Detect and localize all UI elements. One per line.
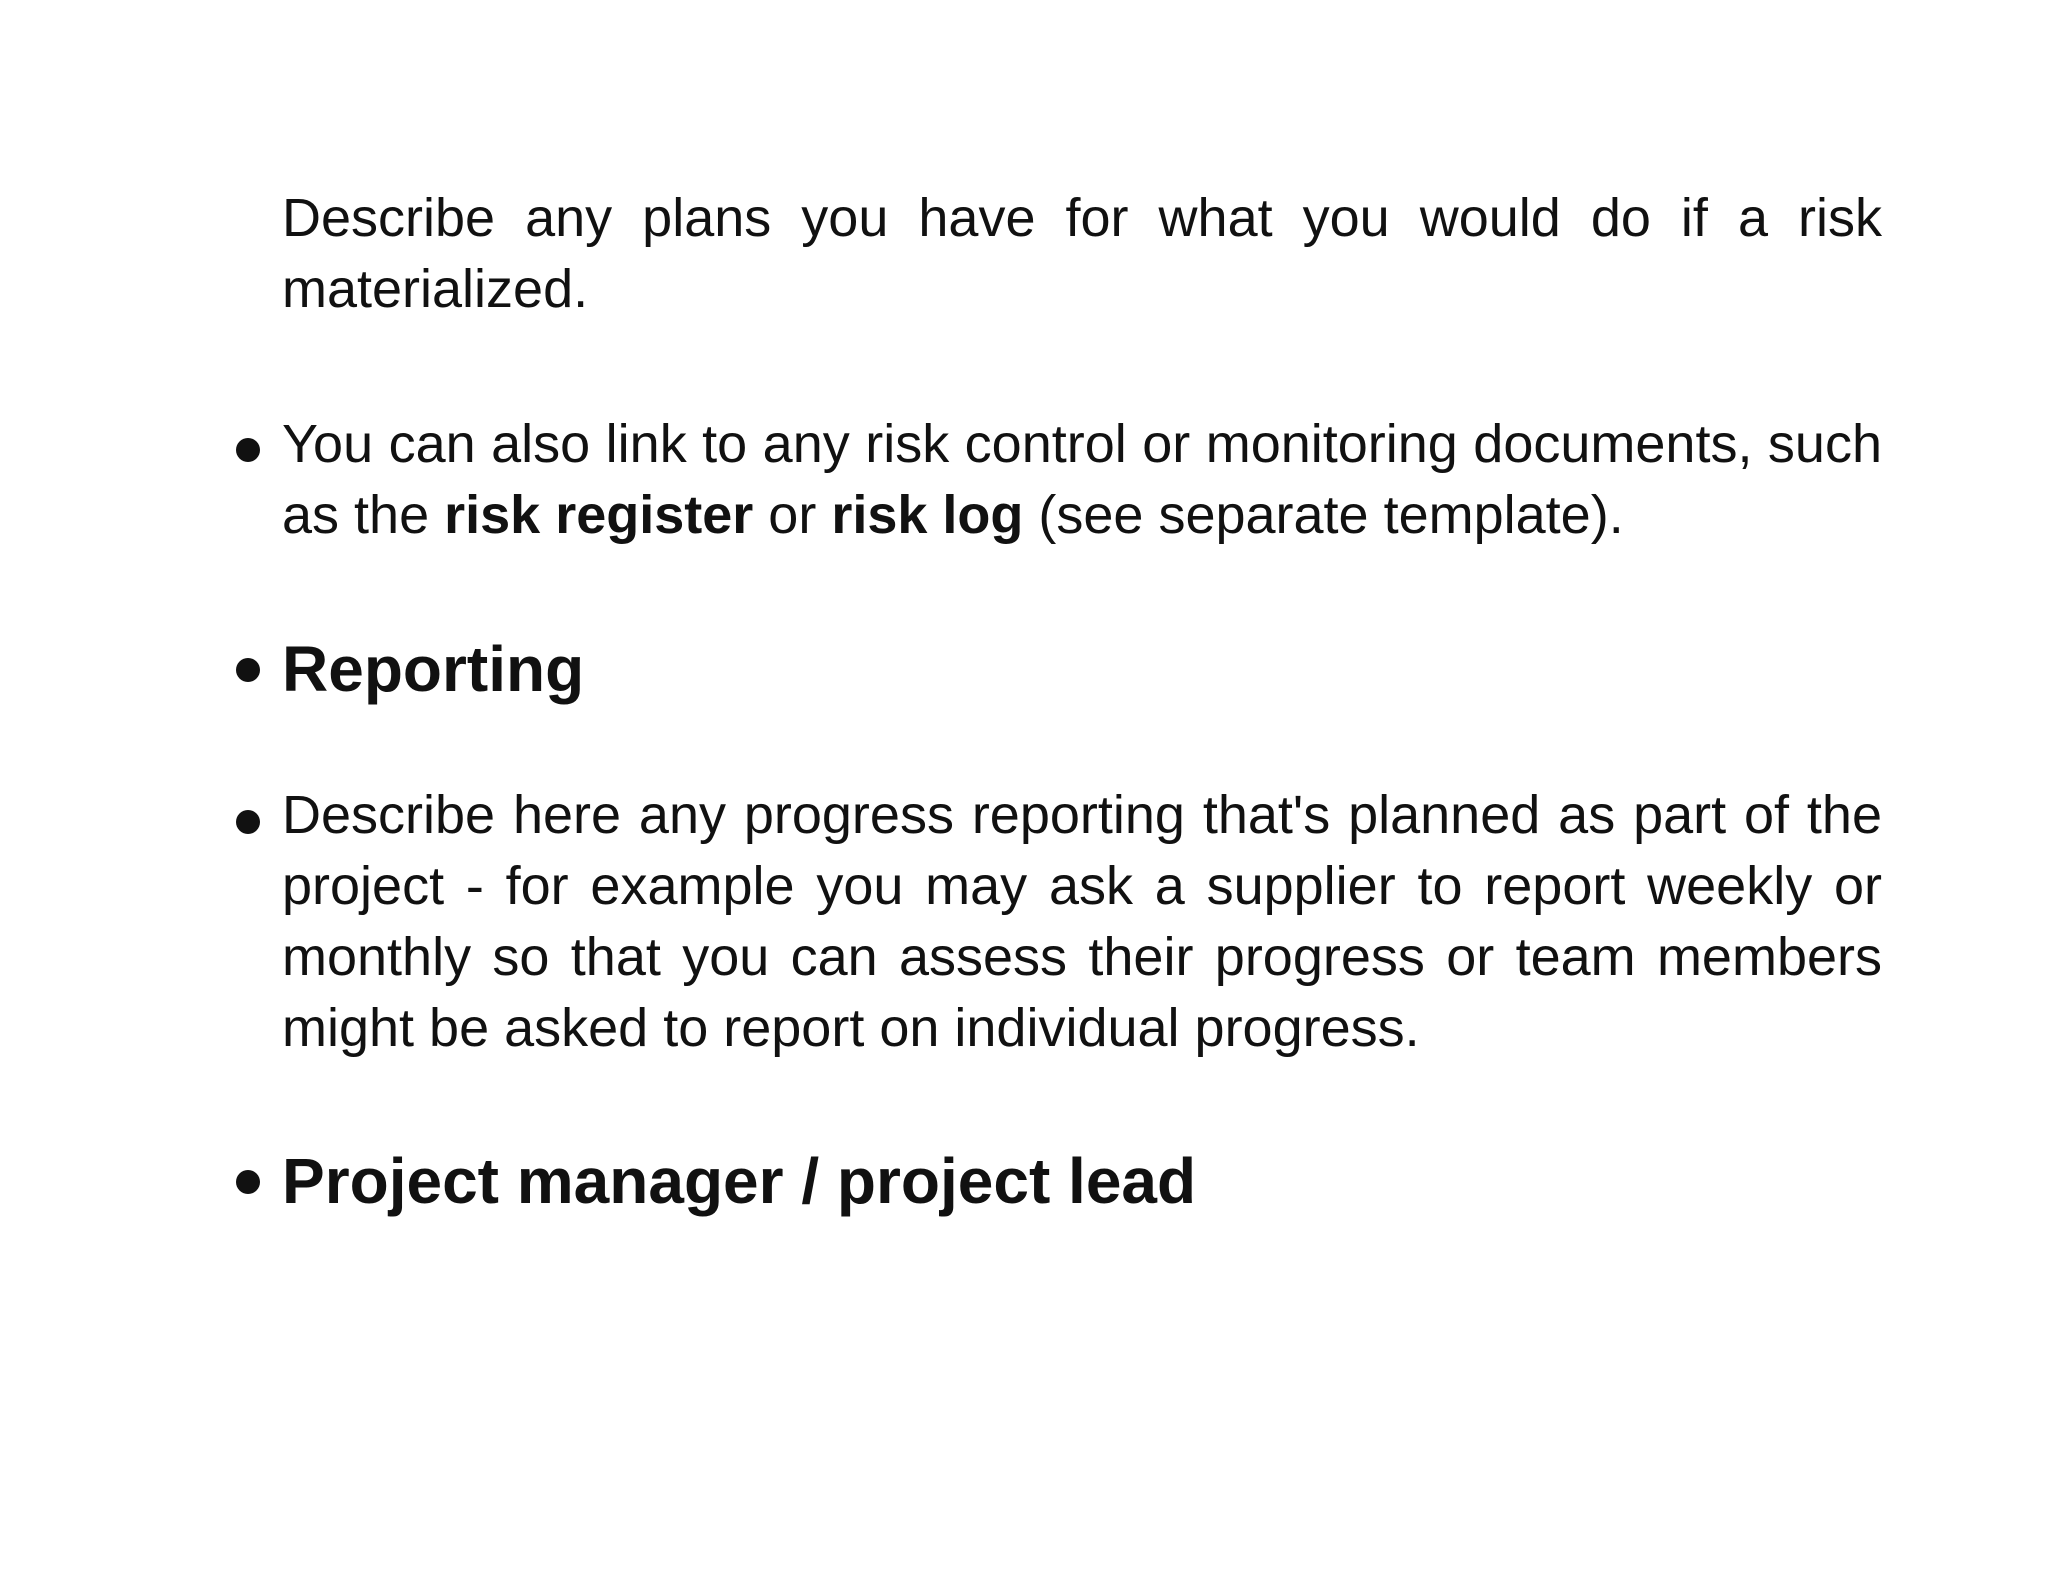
risk-documents-text-3: (see separate template).: [1023, 485, 1624, 545]
risk-documents-paragraph: [282, 409, 1882, 551]
risk-documents-text-1: You can also link to any risk control or monitoring documents, such as the: [282, 414, 1882, 545]
reporting-heading: Reporting: [282, 633, 585, 705]
reporting-paragraph: Describe here any progress reporting that's planned as part of the project - for example you may ask a supplier to report weekly or monthly so that you can assess their progress or team members might be asked to report on individual progress.: [282, 785, 1882, 1058]
bullet-icon: [236, 658, 260, 682]
project-manager-heading: Project manager / project lead: [282, 1145, 1197, 1217]
risk-plans-paragraph: Describe any plans you have for what you would do if a risk materialized.: [282, 188, 1882, 319]
risk-log-term: risk log: [831, 485, 1024, 545]
bullet-icon: [236, 438, 260, 462]
bullet-icon: [236, 810, 260, 834]
risk-documents-text-2: or: [753, 485, 832, 545]
bullet-icon: [236, 1170, 260, 1194]
risk-register-term: risk register: [444, 485, 754, 545]
